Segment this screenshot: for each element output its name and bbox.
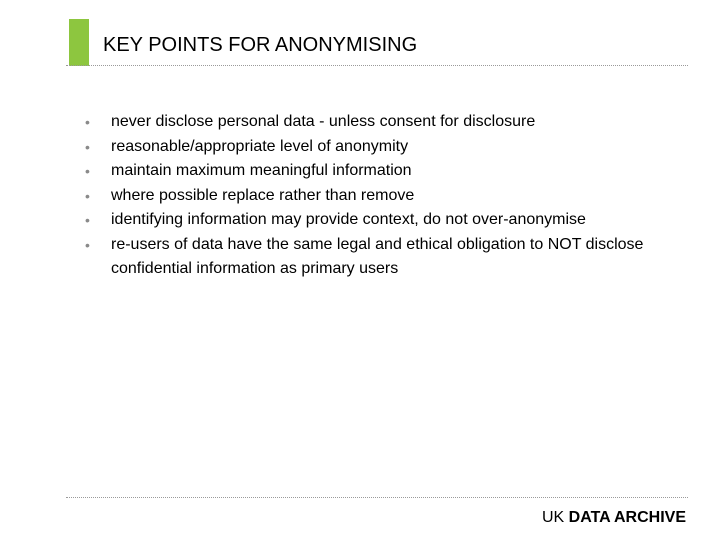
bullet-item bbox=[85, 233, 675, 282]
footer-logo bbox=[542, 508, 686, 528]
bullet-text: never disclose personal data - unless consent for disclosure bbox=[111, 113, 536, 130]
bullet-item bbox=[85, 135, 675, 160]
bullet-dot: • bbox=[85, 212, 90, 228]
bullet-text: reasonable/appropriate level of anonymity bbox=[111, 137, 409, 155]
bullet-dot: • bbox=[85, 163, 90, 179]
bullet-item bbox=[85, 159, 675, 184]
slide-title: KEY POINTS FOR ANONYMISING bbox=[103, 34, 418, 56]
bullet-text: where possible replace rather than remove bbox=[111, 186, 415, 204]
title-divider bbox=[66, 65, 688, 66]
bullet-dot: • bbox=[85, 138, 90, 155]
footer-logo-brand: DATA ARCHIVE bbox=[568, 509, 686, 526]
title-accent-bar bbox=[69, 19, 89, 66]
bullet-item bbox=[85, 208, 675, 233]
footer-logo-prefix: UK bbox=[541, 509, 565, 526]
footer-divider bbox=[66, 497, 688, 498]
bullet-item bbox=[85, 110, 675, 135]
bullet-list bbox=[85, 110, 675, 282]
bullet-dot: • bbox=[85, 187, 90, 204]
bullet-dot: • bbox=[85, 114, 90, 130]
bullet-text: re-users of data have the same legal and ethical obligation to NOT disclose confidential information as primary users bbox=[111, 235, 644, 277]
bullet-text: identifying information may provide context, do not over-anonymise bbox=[111, 211, 586, 228]
bullet-dot: • bbox=[85, 236, 90, 253]
bullet-item bbox=[85, 184, 675, 209]
bullet-text: maintain maximum meaningful information bbox=[111, 162, 412, 179]
